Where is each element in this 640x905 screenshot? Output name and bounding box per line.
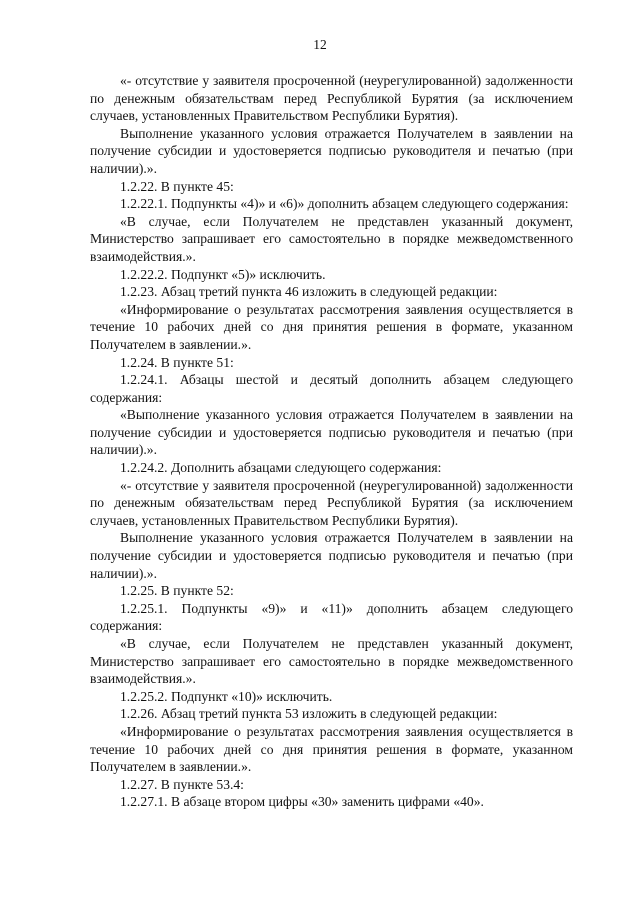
paragraph: «- отсутствие у заявителя просроченной (неурегулированной) задолженности по денежным обязательствам перед Республикой Бурятия (за исключением случаев, установленных Правительством Республики Бурятия). [90,477,573,528]
clause-heading: 1.2.25. В пункте 52: [120,583,234,599]
paragraph: «- отсутствие у заявителя просроченной (неурегулированной) задолженности по денежным обязательствам перед Республикой Бурятия (за исключением случаев, установленных Правительством Республики Бурятия). [90,73,573,124]
clause-heading: 1.2.27. В пункте 53.4: [120,776,244,792]
clause-heading: 1.2.24. В пункте 51: [120,354,234,370]
paragraph: Выполнение указанного условия отражается Получателем в заявлении на получение субсидии и удостоверяется подписью руководителя и печатью (при наличии).». [90,125,573,176]
paragraph: 1.2.25.1. Подпункты «9)» и «11)» дополнить абзацем следующего содержания: [90,600,573,634]
paragraph: 1.2.22.2. Подпункт «5)» исключить. [120,266,326,282]
document-body [90,72,573,811]
paragraph: 1.2.24.1. Абзацы шестой и десятый дополнить абзацем следующего содержания: [90,372,573,405]
paragraph: «В случае, если Получателем не представлен указанный документ, Министерство запрашивает его самостоятельно в порядке межведомственного взаимодействия.». [90,636,573,687]
paragraph: 1.2.26. Абзац третий пункта 53 изложить в следующей редакции: [120,706,498,722]
page-number: 12 [313,37,327,52]
paragraph: «В случае, если Получателем не представлен указанный документ, Министерство запрашивает его самостоятельно в порядке межведомственного взаимодействия.». [90,213,573,264]
paragraph: 1.2.23. Абзац третий пункта 46 изложить в следующей редакции: [120,284,498,300]
paragraph: 1.2.27.1. В абзаце втором цифры «30» заменить цифрами «40». [120,794,484,810]
paragraph: 1.2.25.2. Подпункт «10)» исключить. [120,688,333,704]
paragraph: «Информирование о результатах рассмотрения заявления осуществляется в течение 10 рабочих дней со дня принятия решения в формате, указанном Получателем в заявлении.». [90,723,573,775]
clause-heading: 1.2.22. В пункте 45: [120,178,234,194]
paragraph: 1.2.24.2. Дополнить абзацами следующего содержания: [120,460,442,476]
paragraph: «Выполнение указанного условия отражается Получателем в заявлении на получение субсидии и удостоверяется подписью руководителя и печатью (при наличии).». [90,407,573,458]
paragraph: Выполнение указанного условия отражается Получателем в заявлении на получение субсидии и удостоверяется подписью руководителя и печатью (при наличии).». [90,530,573,581]
paragraph: 1.2.22.1. Подпункты «4)» и «6)» дополнить абзацем следующего содержания: [120,196,569,212]
paragraph: «Информирование о результатах рассмотрения заявления осуществляется в течение 10 рабочих дней со дня принятия решения в формате, указанном Получателем в заявлении.». [90,301,573,352]
